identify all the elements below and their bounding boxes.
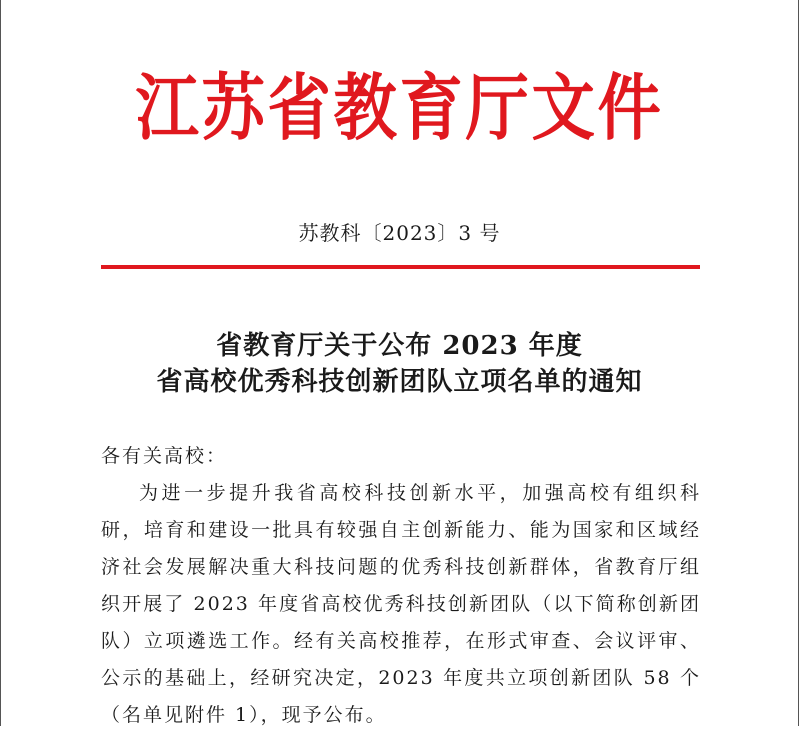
document-title-line-1: 省教育厅关于公布 2023 年度	[216, 331, 583, 361]
document-number: 苏教科〔2023〕3 号	[298, 221, 501, 245]
issuer-masthead: 江苏省教育厅文件	[135, 66, 664, 150]
body-paragraph: 为进一步提升我省高校科技创新水平，加强高校有组织科研，培育和建设一批具有较强自主创新能力、能为国家和区域经济社会发展解决重大科技问题的优秀科技创新群体，省教育厅组织开展了 2023 年度省高校优秀科技创新团队（以下简称创新团队）立项遴选工作。经有关高校推荐，在形式审查、会议评审、公示的基础上，经研究决定，2023 年度共立项创新团队 58 个（名单见附件 1），现予公布。	[101, 482, 701, 726]
document-body	[101, 438, 701, 734]
document-title-line-2: 省高校优秀科技创新团队立项名单的通知	[156, 367, 643, 397]
red-divider-rule	[101, 265, 700, 269]
salutation: 各有关高校：	[101, 445, 228, 467]
